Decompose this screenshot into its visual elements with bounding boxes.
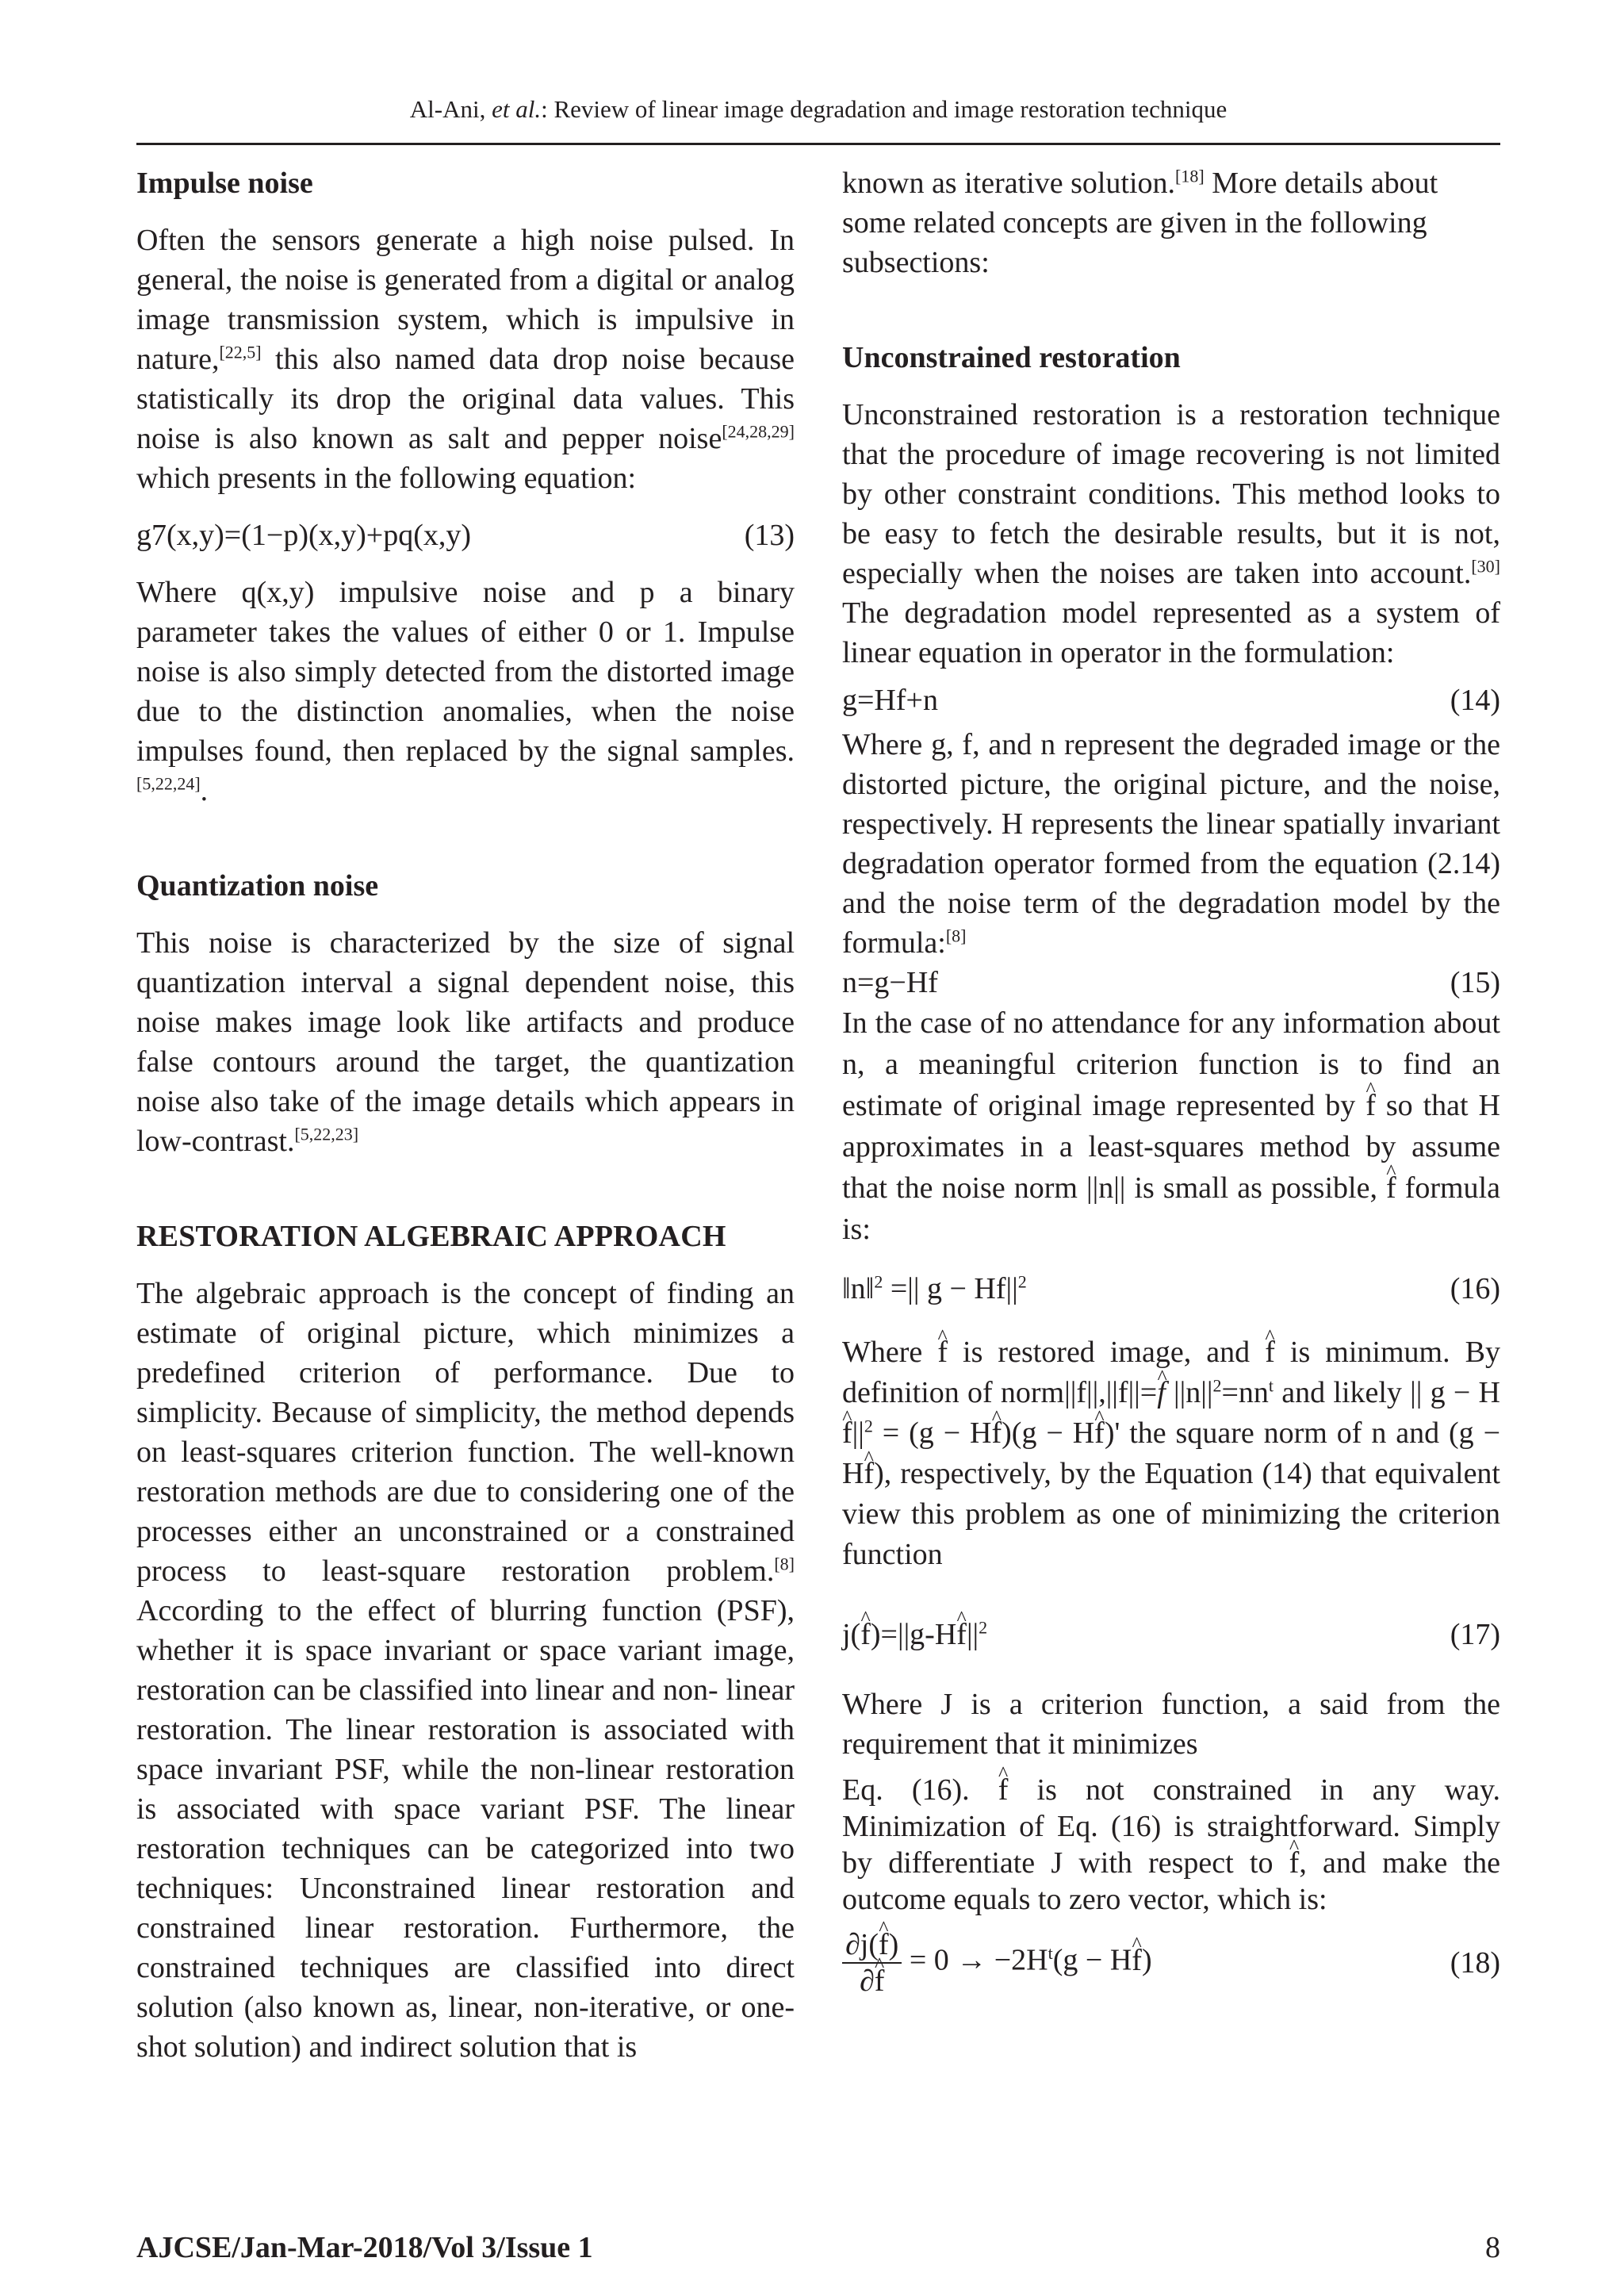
paragraph-impulse-2: Where q(x,y) impulsive noise and p a binary parameter takes the values of either 0 or 1. Impulse noise is also simply detected from the distorted image due to the distinction anomalies, when the noise impulses found, then replaced by the signal samples.[5,22,24]. bbox=[136, 576, 795, 807]
f-hat-symbol: ^ f bbox=[860, 1615, 871, 1654]
equation-17 bbox=[842, 1615, 1500, 1654]
citation: [24,28,29] bbox=[722, 421, 795, 442]
equation-formula: g7(x,y)=(1−p)(x,y)+pq(x,y) bbox=[136, 519, 472, 552]
paragraph-unconstrained-2: Where g, f, and n represent the degraded image or the distorted picture, the original picture, and the noise, respectively. H represents the linear spatially invariant degradation operator formed from the equation (2.14) and the noise term of the degradation model by the formula:[8] bbox=[842, 728, 1500, 960]
f-hat-symbol: ^ f bbox=[1157, 1373, 1166, 1413]
running-header bbox=[136, 94, 1500, 125]
right-column bbox=[842, 163, 1500, 1999]
paragraph-unconstrained-1: Unconstrained restoration is a restoration technique that the procedure of image recovering is not limited by other constraint conditions. This method looks to be easy to fetch the desirable results, but it is not, especially when the noises are taken into account.[30] The degradation model represented as a system of linear equation in operator in the formulation: bbox=[842, 398, 1500, 669]
paragraph-continued: known as iterative solution.[18] More details about some related concepts are given in the following subsections: bbox=[842, 166, 1438, 279]
page-number: 8 bbox=[1485, 2231, 1500, 2264]
equation-number: (13) bbox=[744, 519, 795, 552]
equation-number: (14) bbox=[1450, 684, 1500, 717]
footer-journal-info: AJCSE/Jan-Mar-2018/Vol 3/Issue 1 bbox=[136, 2231, 593, 2264]
equation-formula: g=Hf+n bbox=[842, 684, 938, 717]
f-hat-symbol: ^ f bbox=[937, 1332, 948, 1373]
f-hat-symbol: ^ f bbox=[1289, 1845, 1300, 1881]
header-rule bbox=[136, 143, 1500, 145]
header-title: : Review of linear image degradation and image restoration technique bbox=[541, 95, 1228, 123]
equation-number: (18) bbox=[1450, 1946, 1500, 1980]
left-column bbox=[136, 163, 795, 2067]
f-hat-symbol: ^ f bbox=[956, 1615, 967, 1654]
citation: [8] bbox=[945, 926, 967, 946]
citation: [8] bbox=[774, 1554, 795, 1574]
citation: [5,22,24] bbox=[136, 773, 201, 794]
citation: [22,5] bbox=[219, 342, 262, 362]
citation: [30] bbox=[1471, 556, 1500, 577]
citation: [18] bbox=[1175, 166, 1205, 186]
equation-number: (16) bbox=[1450, 1272, 1500, 1305]
heading-restoration-algebraic: RESTORATION ALGEBRAIC APPROACH bbox=[136, 1220, 726, 1253]
paragraph-unconstrained-5: Where J is a criterion function, a said from the requirement that it minimizes bbox=[842, 1688, 1500, 1761]
f-hat-symbol: ^ f bbox=[1365, 1085, 1376, 1126]
f-hat-symbol: ^ f bbox=[991, 1413, 1002, 1454]
equation-13 bbox=[136, 516, 795, 555]
f-hat-symbol: ^ f bbox=[1386, 1167, 1396, 1209]
equation-18 bbox=[842, 1927, 1500, 1999]
paragraph-unconstrained-4: Where ^ f is restored image, and ^ f is minimum. By definition of norm||f||,||f||=^ f $||n||^2=nn^t$ and likely || g − H^ $f||^2 = (g$ − H^ f)(g − H^ f)' the square norm of n and (g − H^ f), respectively, by the Equation (14) that equivalent view this problem as one of minimizing the criterion function bbox=[842, 1332, 1500, 1575]
f-hat-symbol: ^ f bbox=[1265, 1332, 1275, 1373]
paragraph-restoration: The algebraic approach is the concept of finding an estimate of original picture, which minimizes a predefined criterion of performance. Due to simplicity. Because of simplicity, the method depends on least-squares criterion function. The well-known restoration methods are due to considering one of the processes either an unconstrained or a constrained process to least-square restoration problem.[8] According to the effect of blurring function (PSF), whether it is space invariant or space variant image, restoration can be classified into linear and non- linear restoration. The linear restoration is associated with space invariant PSF, while the non-linear restoration is associated with space variant PSF. The linear restoration techniques can be categorized into two techniques: Unconstrained linear restoration and constrained linear restoration. Furthermore, the constrained techniques are classified into direct solution (also known as, linear, non-iterative, or one-shot solution) and indirect solution that is bbox=[136, 1277, 795, 2064]
equation-15 bbox=[842, 963, 1500, 1002]
f-hat-symbol: ^ f bbox=[842, 1413, 852, 1454]
derivative-fraction: $\frac{\partial j(\^{} f)}{\partial\^{} f}$ bbox=[842, 1927, 902, 1999]
citation: [5,22,23] bbox=[294, 1124, 359, 1144]
heading-impulse-noise: Impulse noise bbox=[136, 167, 313, 200]
equation-number: (15) bbox=[1450, 966, 1500, 999]
equation-14 bbox=[842, 680, 1500, 720]
equation-formula: n=g−Hf bbox=[842, 966, 938, 999]
paragraph-impulse-1: Often the sensors generate a high noise pulsed. In general, the noise is generated from a digital or analog image transmission system, which is impulsive in nature,[22,5] this also named data drop noise because statistically its drop the original data values. This noise is also known as salt and pepper noise[24,28,29] which presents in the following equation: bbox=[136, 224, 795, 495]
f-hat-symbol: ^ f bbox=[998, 1772, 1009, 1808]
equation-formula: ‖n‖$^2$ =|| $g - Hf||^2$ bbox=[842, 1271, 1027, 1305]
f-hat-symbol: ^ f bbox=[1094, 1413, 1105, 1454]
equation-16 bbox=[842, 1269, 1500, 1309]
heading-quantization-noise: Quantization noise bbox=[136, 869, 379, 903]
paragraph-unconstrained-6: Eq. (16). ^ f is not constrained in any way. Minimization of Eq. (16) is straightforward. Simply by differentiate J with respect to ^ f, and make the outcome equals to zero vector, which is: bbox=[842, 1772, 1500, 1918]
paragraph-quantization: This noise is characterized by the size of signal quantization interval a signal dependent noise, this noise makes image look like artifacts and produce false contours around the target, the quantization noise also take of the image details which appears in low-contrast.[5,22,23] bbox=[136, 926, 795, 1158]
equation-number: (17) bbox=[1450, 1618, 1500, 1651]
equation-formula: $\frac{\partial j(\^{} f)}{\partial\^{} f}$ = $0 \to -2H^t(g$ − H^ f) bbox=[842, 1927, 1152, 1999]
heading-unconstrained-restoration: Unconstrained restoration bbox=[842, 341, 1181, 374]
header-authors: Al-Ani, bbox=[409, 95, 486, 123]
paragraph-unconstrained-3: In the case of no attendance for any information about n, a meaningful criterion function is to find an estimate of original image represented by ^ f so that H approximates in a least-squares method by assume that the noise norm ||n|| is small as possible, ^ f formula is: bbox=[842, 1002, 1500, 1250]
header-etal: et al. bbox=[492, 95, 542, 123]
f-hat-symbol: ^ f bbox=[864, 1454, 874, 1494]
equation-formula: j(^ f)=||g-H^ $f||^2$ bbox=[842, 1615, 987, 1654]
